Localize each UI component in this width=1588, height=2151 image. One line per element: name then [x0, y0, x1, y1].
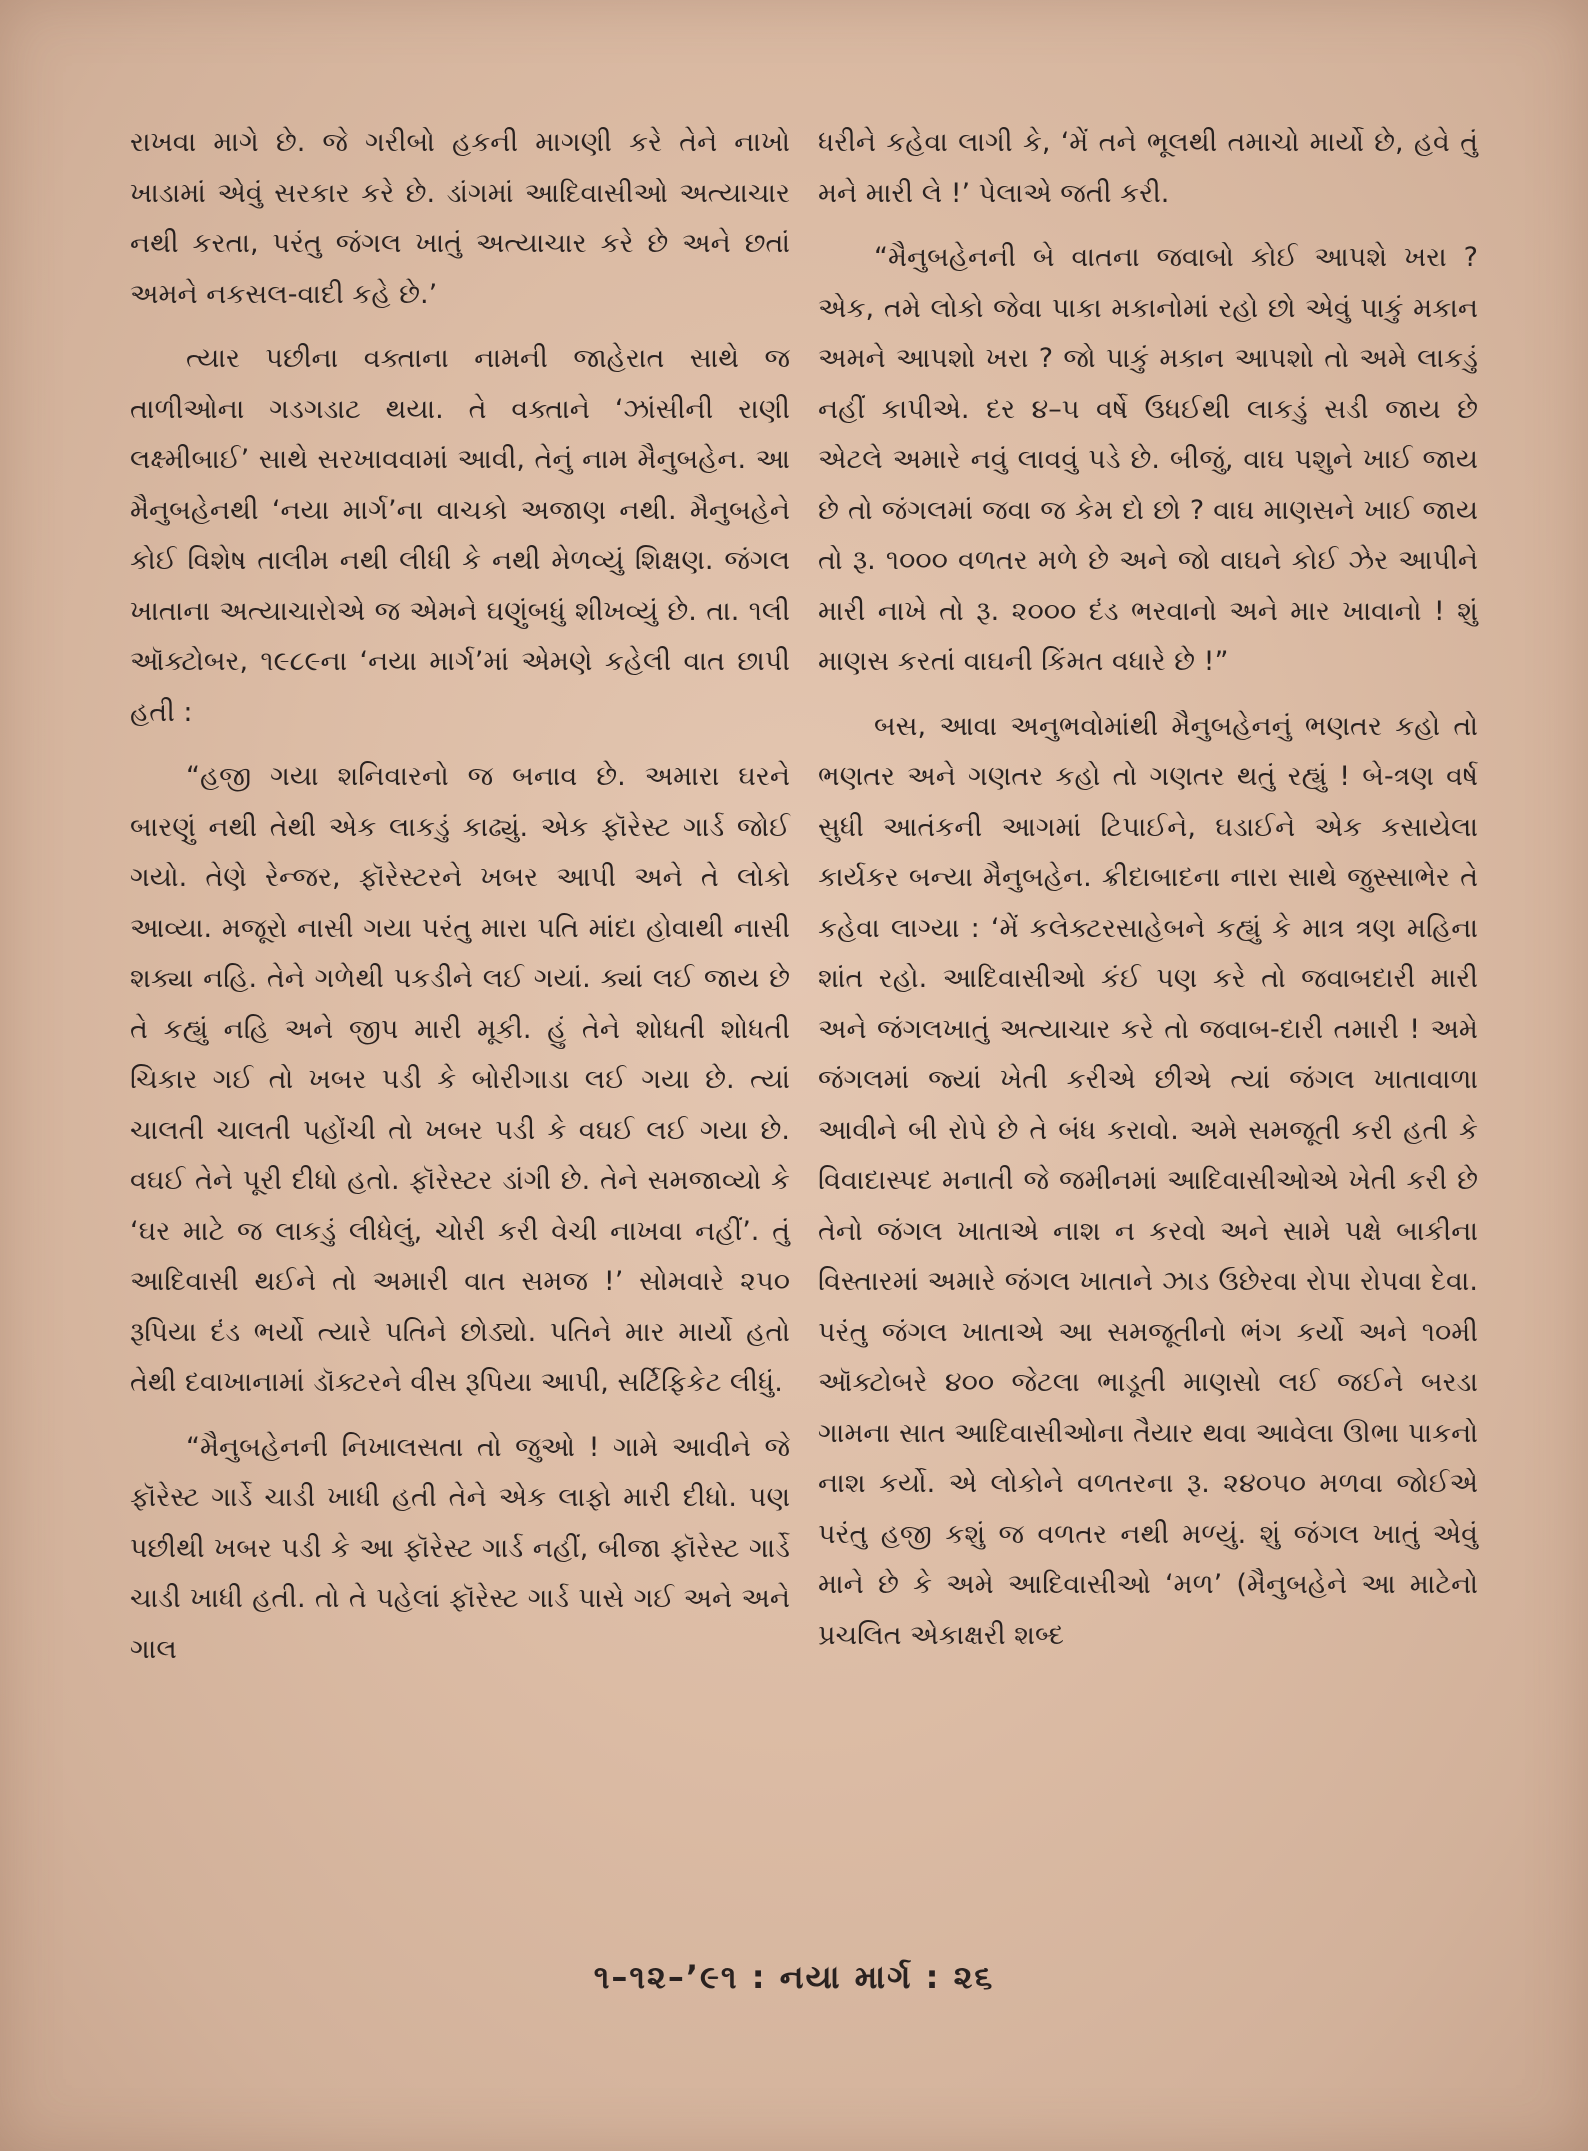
- paragraph: બસ, આવા અનુભવોમાંથી મૈનુબહેનનું ભણતર કહો તો ભણતર અને ગણતર કહો તો ગણતર થતું રહ્યું ! બે-ત્રણ વર્ષ સુધી આતંકની આગમાં ટિપાઈને, ઘડાઈને એક કસાયેલા કાર્યકર બન્યા મૈનુબહેન. ક્રીદાબાદના નારા સાથે જુસ્સાભેર તે કહેવા લાગ્યા : ‘મેં કલેક્ટરસાહેબને કહ્યું કે માત્ર ત્રણ મહિના શાંત રહો. આદિવાસીઓ કંઈ પણ કરે તો જવાબદારી મારી અને જંગલખાતું અત્યાચાર કરે તો જવાબ-દારી તમારી ! અમે જંગલમાં જ્યાં ખેતી કરીએ છીએ ત્યાં જંગલ ખાતાવાળા આવીને બી રોપે છે તે બંધ કરાવો. અમે સમજૂતી કરી હતી કે વિવાદાસ્પદ મનાતી જે જમીનમાં આદિવાસીઓએ ખેતી કરી છે તેનો જંગલ ખાતાએ નાશ ન કરવો અને સામે પક્ષે બાકીના વિસ્તારમાં અમારે જંગલ ખાતાને ઝાડ ઉછેરવા રોપા રોપવા દેવા. પરંતુ જંગલ ખાતાએ આ સમજૂતીનો ભંગ કર્યો અને ૧૦મી ઑક્ટોબરે ૪૦૦ જેટલા ભાડૂતી માણસો લઈ જઈને બરડા ગામના સાત આદિવાસીઓના તૈયાર થવા આવેલા ઊભા પાકનો નાશ કર્યો. એ લોકોને વળતરના રૂ. ૨૪૦૫૦ મળવા જોઈએ પરંતુ હજી કશું જ વળતર નથી મળ્યું. શું જંગલ ખાતું એવું માને છે કે અમે આદિવાસીઓ ‘મળ’ (મૈનુબહેને આ માટેનો પ્રચલિત એકાક્ષરી શબ્દ: [818, 710, 1478, 1651]
- paragraph: ત્યાર પછીના વક્તાના નામની જાહેરાત સાથે જ તાળીઓના ગડગડાટ થયા. તે વક્તાને ‘ઝાંસીની રાણી લક્ષ્મીબાઈ’ સાથે સરખાવવામાં આવી, તેનું નામ મૈનુબહેન. આ મૈનુબહેનથી ‘નયા માર્ગ’ના વાચકો અજાણ નથી. મૈનુબહેને કોઈ વિશેષ તાલીમ નથી લીધી કે નથી મેળવ્યું શિક્ષણ. જંગલ ખાતાના અત્યાચારોએ જ એમને ઘણુંબધું શીખવ્યું છે. તા. ૧લી ઑક્ટોબર, ૧૯૮૯ના ‘નયા માર્ગ’માં એમણે કહેલી વાત છાપી હતી :: [130, 343, 790, 728]
- paragraph: “મૈનુબહેનની બે વાતના જવાબો કોઈ આપશે ખરા ? એક, તમે લોકો જેવા પાકા મકાનોમાં રહો છો એવું પાકું મકાન અમને આપશો ખરા ? જો પાકું મકાન આપશો તો અમે લાકડું નહીં કાપીએ. દર ૪–૫ વર્ષે ઉધઈથી લાકડું સડી જાય છે એટલે અમારે નવું લાવવું પડે છે. બીજું, વાઘ પશુને ખાઈ જાય છે તો જંગલમાં જવા જ કેમ દો છો ? વાઘ માણસને ખાઈ જાય તો રૂ. ૧૦૦૦ વળતર મળે છે અને જો વાઘને કોઈ ઝેર આપીને મારી નાખે તો રૂ. ૨૦૦૦ દંડ ભરવાનો અને માર ખાવાનો ! શું માણસ કરતાં વાઘની કિંમત વધારે છે !”: [818, 242, 1478, 677]
- paragraph: ધરીને કહેવા લાગી કે, ‘મેં તને ભૂલથી તમાચો માર્યો છે, હવે તું મને મારી લે !’ પેલાએ જતી કરી.: [818, 127, 1478, 209]
- paragraph: “મૈનુબહેનની નિખાલસતા તો જુઓ ! ગામે આવીને જે ફૉરેસ્ટ ગાર્ડે ચાડી ખાધી હતી તેને એક લાફો મારી દીધો. પણ પછીથી ખબર પડી કે આ ફૉરેસ્ટ ગાર્ડ નહીં, બીજા ફૉરેસ્ટ ગાર્ડે ચાડી ખાધી હતી. તો તે પહેલાં ફૉરેસ્ટ ગાર્ડ પાસે ગઈ અને અને ગાલ: [130, 1431, 790, 1665]
- left-column: [130, 118, 790, 1675]
- page-footer: ૧–૧૨–’૯૧ : નયા માર્ગ : ૨૬: [593, 1958, 995, 1996]
- right-column: [818, 118, 1478, 1661]
- paragraph: રાખવા માગે છે. જે ગરીબો હકની માગણી કરે તેને નાખો ખાડામાં એવું સરકાર કરે છે. ડાંગમાં આદિવાસીઓ અત્યાચાર નથી કરતા, પરંતુ જંગલ ખાતું અત્યાચાર કરે છે અને છતાં અમને નકસલ-વાદી કહે છે.’: [130, 127, 790, 310]
- paragraph: “હજી ગયા શનિવારનો જ બનાવ છે. અમારા ઘરને બારણું નથી તેથી એક લાકડું કાઢ્યું. એક ફૉરેસ્ટ ગાર્ડ જોઈ ગયો. તેણે રેન્જર, ફૉરેસ્ટરને ખબર આપી અને તે લોકો આવ્યા. મજૂરો નાસી ગયા પરંતુ મારા પતિ માંદા હોવાથી નાસી શક્યા નહિ. તેને ગળેથી પકડીને લઈ ગયાં. ક્યાં લઈ જાય છે તે કહ્યું નહિ અને જીપ મારી મૂકી. હું તેને શોધતી શોધતી ચિકાર ગઈ તો ખબર પડી કે બોરીગાડા લઈ ગયા છે. ત્યાં ચાલતી ચાલતી પહોંચી તો ખબર પડી કે વઘઈ લઈ ગયા છે. વઘઈ તેને પૂરી દીધો હતો. ફૉરેસ્ટર ડાંગી છે. તેને સમજાવ્યો કે ‘ઘર માટે જ લાકડું લીધેલું, ચોરી કરી વેચી નાખવા નહીં’. તું આદિવાસી થઈને તો અમારી વાત સમજ !’ સોમવારે ૨૫૦ રૂપિયા દંડ ભર્યો ત્યારે પતિને છોડ્યો. પતિને માર માર્યો હતો તેથી દવાખાનામાં ડૉક્ટરને વીસ રૂપિયા આપી, સર્ટિફિકેટ લીધું.: [130, 761, 790, 1398]
